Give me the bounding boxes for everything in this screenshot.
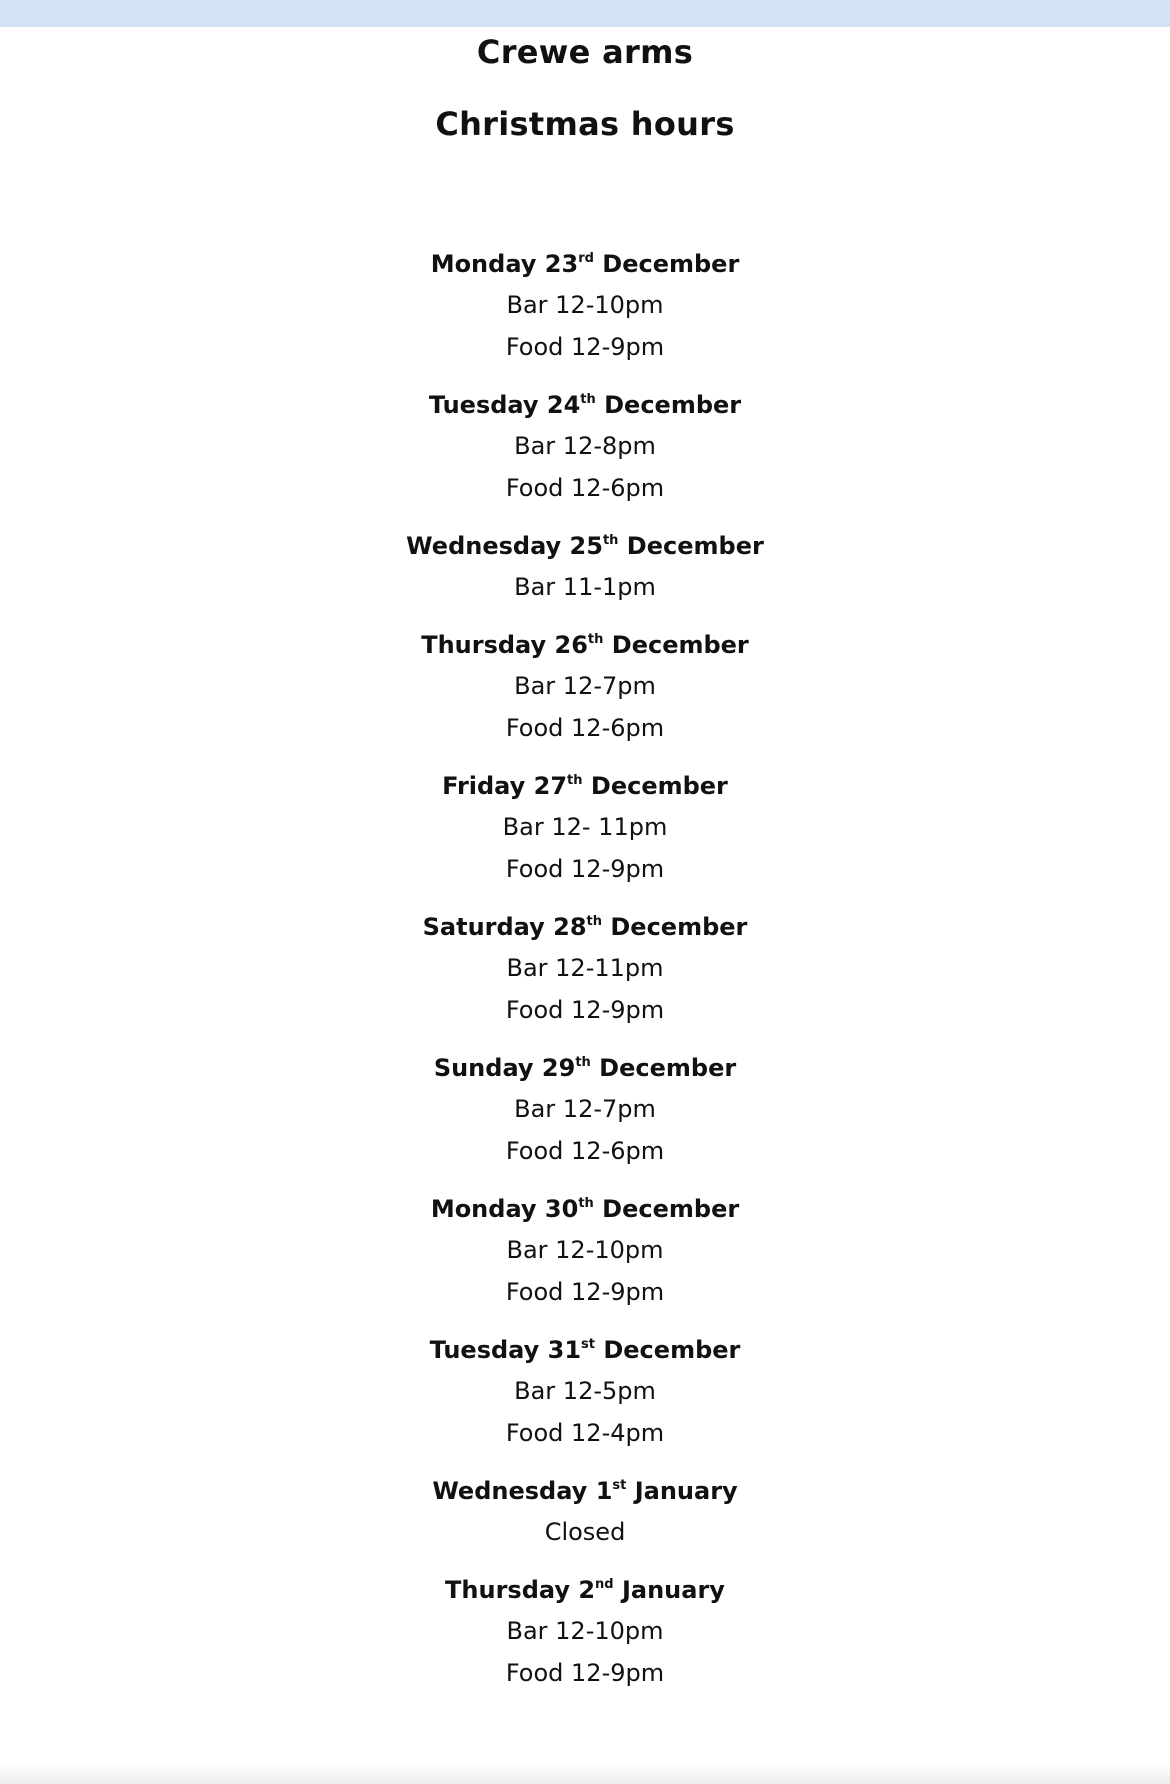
day-date: 28: [553, 913, 587, 941]
day-block: [0, 766, 1170, 890]
page-bottom-shadow: [0, 1764, 1170, 1784]
hours-line: Bar 12-11pm: [506, 954, 664, 982]
hours-line: Bar 12-5pm: [514, 1377, 656, 1405]
hours-line: Food 12-4pm: [505, 1419, 665, 1447]
day-heading: [0, 1471, 1170, 1511]
day-weekday: Wednesday: [432, 1477, 588, 1505]
day-block: [0, 1471, 1170, 1553]
day-weekday: Tuesday: [429, 1336, 540, 1364]
day-month: December: [626, 532, 764, 560]
day-date: 29: [541, 1054, 576, 1082]
day-month: December: [602, 1195, 740, 1223]
day-month: January: [634, 1477, 738, 1505]
day-block: [0, 385, 1170, 509]
day-date-suffix: th: [602, 533, 619, 548]
hours-line: Bar 11-1pm: [514, 573, 656, 601]
day-date-suffix: th: [578, 1196, 594, 1211]
hours-line: Bar 12-10pm: [506, 1617, 664, 1645]
day-date-suffix: th: [575, 1055, 591, 1070]
day-date: 1: [595, 1477, 613, 1505]
day-date-suffix: th: [567, 773, 583, 788]
hours-line: Food 12-9pm: [505, 1278, 665, 1306]
day-date-suffix: th: [586, 914, 603, 929]
day-date: 31: [547, 1336, 582, 1364]
hours-line: Bar 12-8pm: [514, 432, 656, 460]
day-date: 25: [569, 532, 603, 560]
hours-schedule: [0, 244, 1170, 1694]
day-weekday: Thursday: [445, 1576, 570, 1604]
hours-line: Food 12-9pm: [505, 1659, 665, 1687]
document-subtitle: Christmas hours: [435, 105, 735, 143]
day-heading: [0, 526, 1170, 566]
day-month: December: [604, 391, 742, 419]
day-date-suffix: rd: [578, 251, 594, 266]
day-month: December: [610, 913, 748, 941]
day-date: 27: [533, 772, 568, 800]
hours-line: Food 12-9pm: [505, 333, 665, 361]
hours-line: Food 12-6pm: [505, 1137, 665, 1165]
day-weekday: Sunday: [433, 1054, 534, 1082]
day-date: 26: [554, 631, 588, 659]
day-block: [0, 1570, 1170, 1694]
day-weekday: Friday: [442, 772, 526, 800]
window-top-bar: [0, 0, 1170, 27]
hours-line: Food 12-9pm: [505, 855, 665, 883]
day-month: January: [621, 1576, 725, 1604]
day-month: December: [611, 631, 749, 659]
day-date-suffix: st: [612, 1478, 627, 1493]
hours-line: Bar 12-10pm: [506, 1236, 664, 1264]
day-weekday: Saturday: [422, 913, 545, 941]
day-block: [0, 1330, 1170, 1454]
day-heading: [0, 244, 1170, 284]
day-weekday: Tuesday: [428, 391, 539, 419]
day-month: December: [599, 1054, 737, 1082]
hours-line: Bar 12-7pm: [514, 672, 656, 700]
hours-line: Closed: [544, 1518, 626, 1546]
hours-line: Bar 12- 11pm: [502, 813, 668, 841]
day-weekday: Thursday: [421, 631, 547, 659]
hours-line: Bar 12-7pm: [514, 1095, 656, 1123]
day-heading: [0, 766, 1170, 806]
day-date-suffix: nd: [595, 1577, 614, 1592]
day-date-suffix: th: [580, 392, 596, 407]
document-page: [0, 27, 1170, 1711]
day-date: 24: [546, 391, 581, 419]
day-block: [0, 244, 1170, 368]
day-month: December: [602, 250, 740, 278]
hours-line: Food 12-6pm: [505, 474, 665, 502]
day-month: December: [603, 1336, 741, 1364]
day-date: 30: [544, 1195, 579, 1223]
document-title: Crewe arms: [476, 33, 694, 71]
day-date: 23: [544, 250, 579, 278]
day-date: 2: [578, 1576, 596, 1604]
day-date-suffix: th: [587, 632, 604, 647]
day-heading: [0, 1570, 1170, 1610]
hours-line: Bar 12-10pm: [506, 291, 664, 319]
day-block: [0, 625, 1170, 749]
day-heading: [0, 1330, 1170, 1370]
day-block: [0, 1189, 1170, 1313]
day-heading: [0, 385, 1170, 425]
day-heading: [0, 625, 1170, 665]
day-block: [0, 526, 1170, 608]
hours-line: Food 12-9pm: [505, 996, 665, 1024]
day-weekday: Monday: [430, 1195, 537, 1223]
hours-line: Food 12-6pm: [505, 714, 665, 742]
day-weekday: Monday: [430, 250, 537, 278]
day-weekday: Wednesday: [406, 532, 562, 560]
day-block: [0, 907, 1170, 1031]
day-date-suffix: st: [581, 1337, 595, 1352]
day-block: [0, 1048, 1170, 1172]
day-heading: [0, 907, 1170, 947]
day-month: December: [590, 772, 728, 800]
day-heading: [0, 1048, 1170, 1088]
day-heading: [0, 1189, 1170, 1229]
